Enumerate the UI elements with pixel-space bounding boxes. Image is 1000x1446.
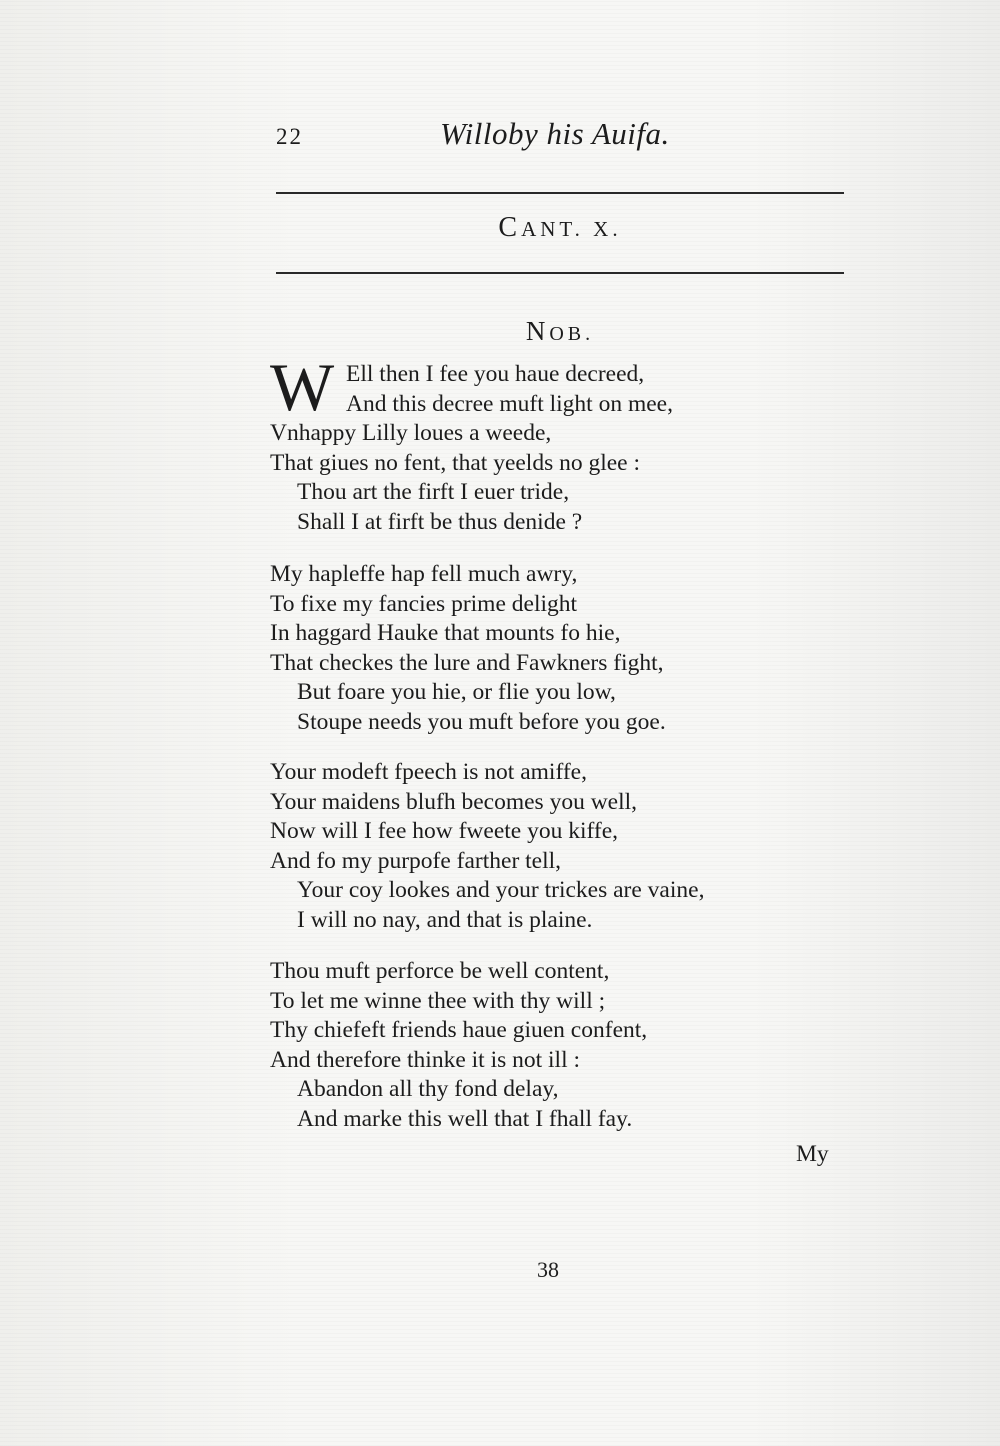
catchword: My	[796, 1141, 829, 1167]
verse-line: That checkes the lure and Fawkners fight,	[270, 649, 664, 676]
verse-line: My hapleffe hap fell much awry,	[270, 561, 578, 587]
verse-line: Vnhappy Lilly loues a weede,	[270, 420, 552, 446]
verse-line: Thou art the firft I euer tride,	[297, 479, 570, 505]
verse-line: And this decree muft light on mee,	[346, 390, 673, 417]
signature-folio: 38	[537, 1257, 559, 1282]
speaker-initial: N	[525, 316, 550, 346]
verse-line: To fixe my fancies prime delight	[270, 590, 578, 617]
verse-line: And fo my purpofe farther tell,	[270, 847, 562, 874]
stanza-4	[270, 957, 830, 1134]
stanza-3	[270, 758, 830, 935]
stanza-2	[270, 560, 830, 737]
verse-line: Stoupe needs you muft before you goe.	[297, 708, 666, 735]
speaker-rest: OB.	[549, 323, 595, 345]
verse-line: Ell then I fee you haue decreed,	[346, 361, 645, 387]
verse-line: I will no nay, and that is plaine.	[297, 906, 593, 933]
running-title: Willoby his Auifa.	[440, 116, 670, 151]
top-rule	[276, 192, 844, 194]
verse-line: And therefore thinke it is not ill :	[270, 1046, 581, 1073]
verse-line: Your modeft fpeech is not amiffe,	[270, 759, 587, 785]
verse-line: Your maidens blufh becomes you well,	[270, 788, 638, 815]
speaker-heading	[276, 316, 844, 347]
verse-line: Shall I at firft be thus denide ?	[297, 508, 583, 535]
stanza-1	[270, 360, 830, 537]
verse-line: Your coy lookes and your trickes are vaine,	[297, 877, 705, 903]
verse-line: In haggard Hauke that mounts fo hie,	[270, 620, 621, 646]
verse-line: To let me winne thee with thy will ;	[270, 987, 606, 1014]
verse-line: Now will I fee how fweete you kiffe,	[270, 818, 619, 844]
verse-line: But foare you hie, or flie you low,	[297, 679, 616, 705]
verse-line: And marke this well that I fhall fay.	[297, 1105, 633, 1132]
verse-line: Thou muft perforce be well content,	[270, 958, 610, 984]
drop-cap: W	[270, 349, 335, 425]
canto-initial: C	[498, 212, 522, 243]
verse-line: Abandon all thy fond delay,	[297, 1076, 559, 1102]
page-number: 22	[276, 124, 303, 149]
verse-line: That giues no fent, that yeelds no glee :	[270, 449, 641, 476]
verse-line: Thy chiefeft friends haue giuen confent,	[270, 1017, 648, 1043]
canto-rest: ANT. X.	[521, 217, 622, 241]
canto-heading	[276, 212, 844, 244]
bottom-rule	[276, 272, 844, 274]
